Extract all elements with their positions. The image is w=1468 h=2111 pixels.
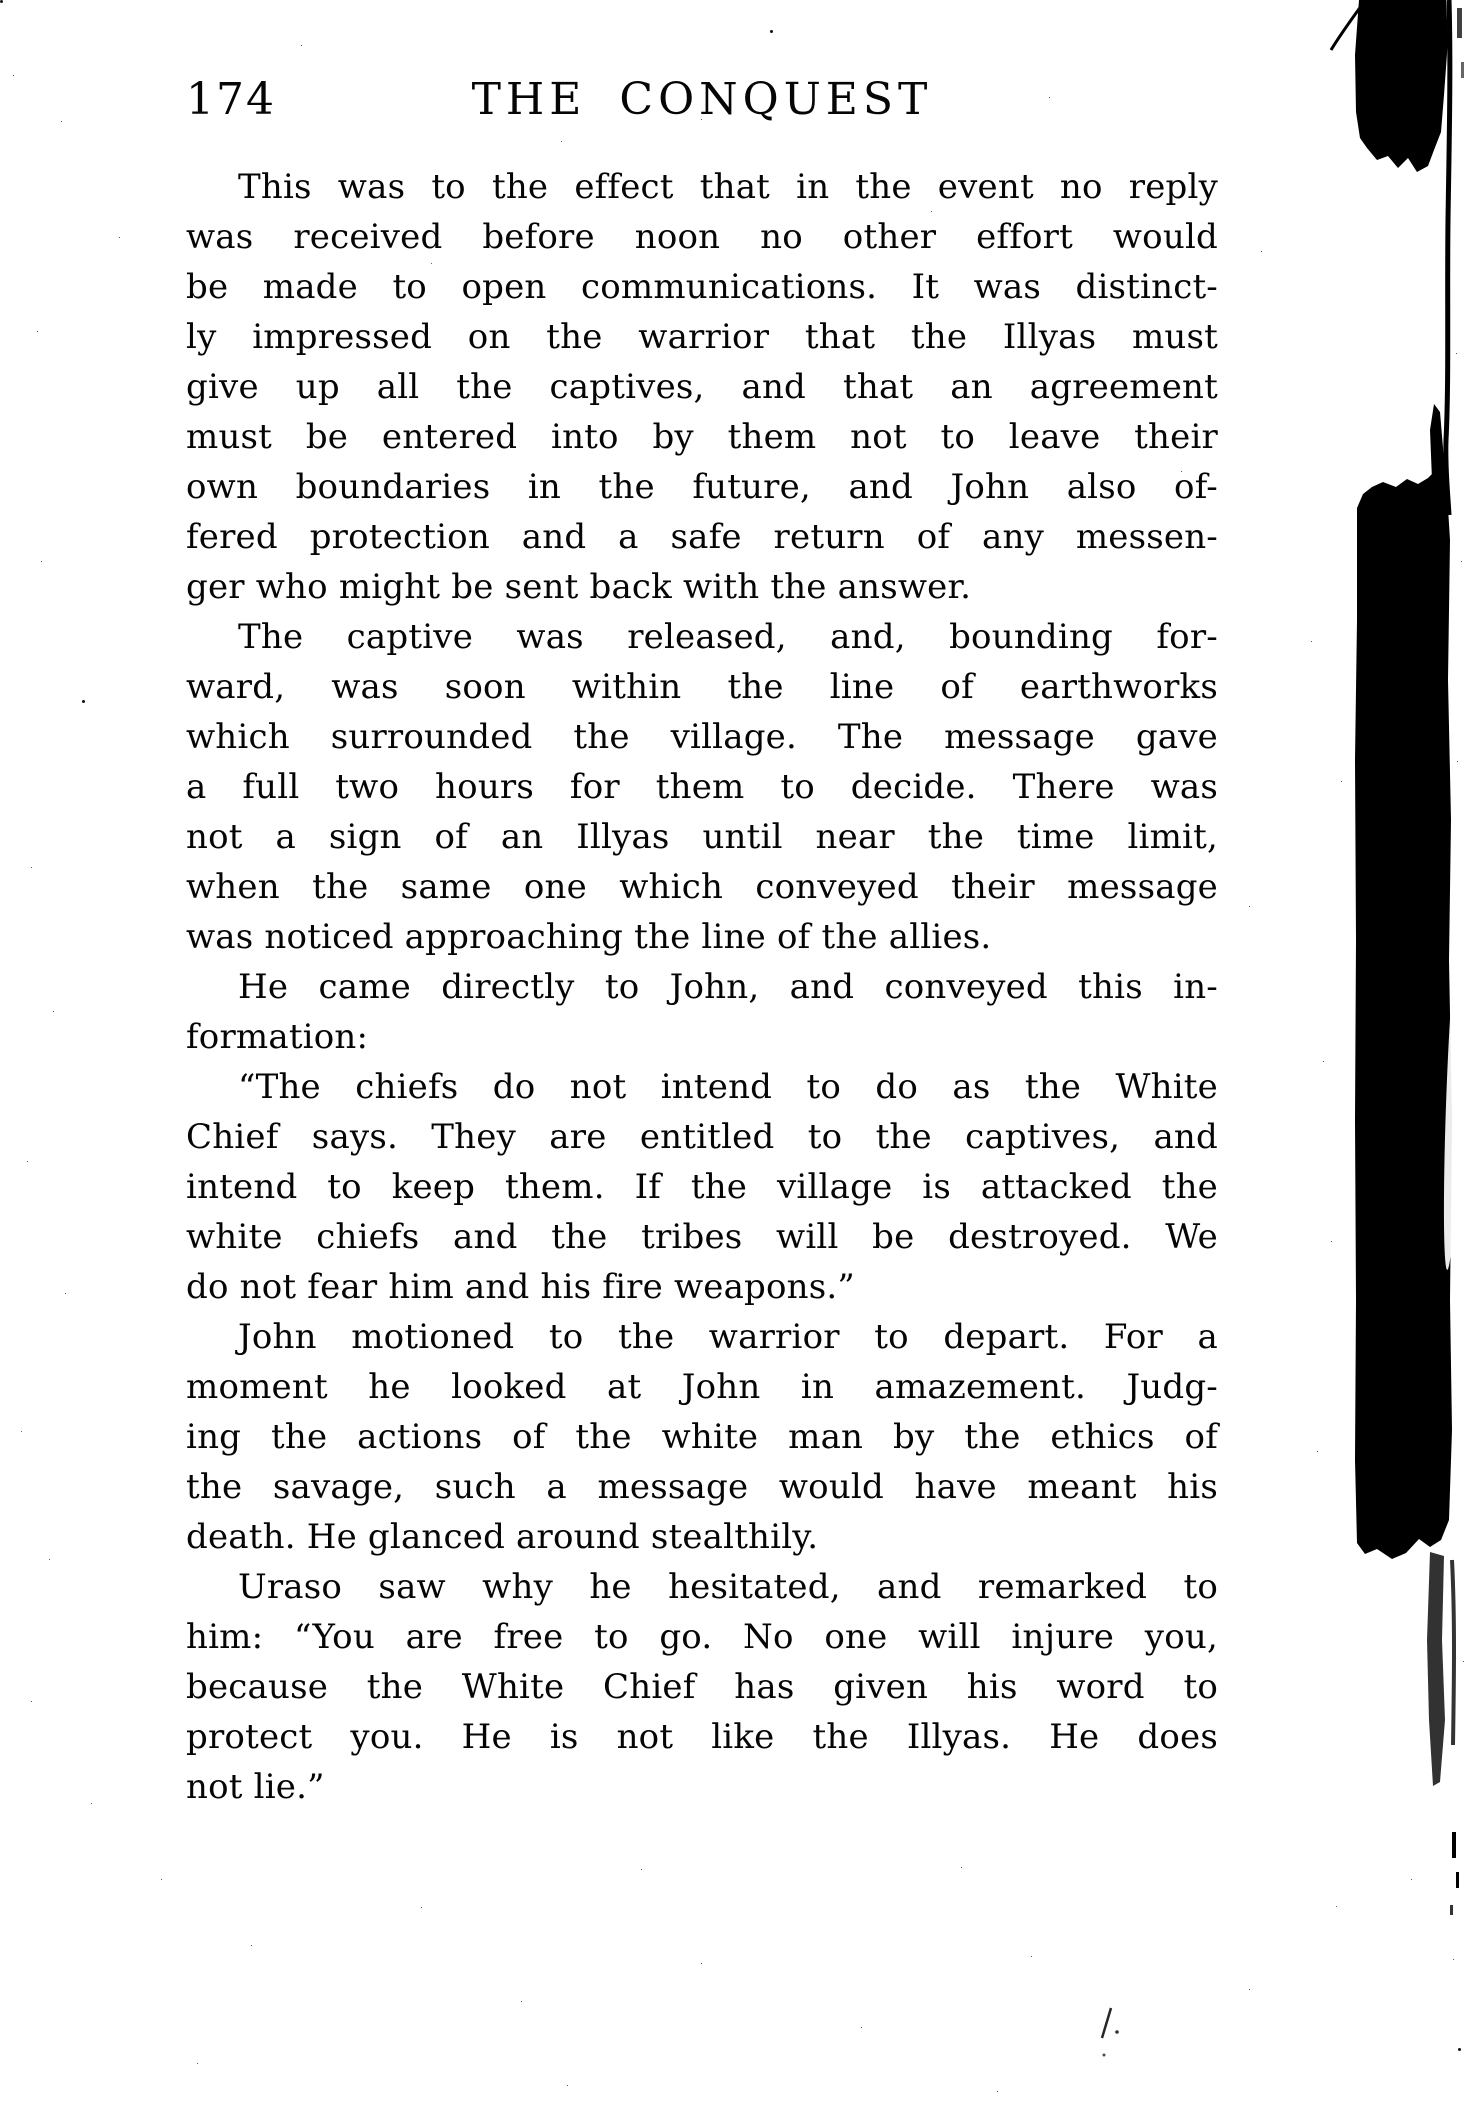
paragraph xyxy=(186,1562,1218,1812)
scan-mark xyxy=(1461,62,1464,78)
text-line: which surrounded the village. The message gave xyxy=(186,717,1218,757)
scan-blob-top xyxy=(1355,0,1448,172)
text-line: ger who might be sent back with the answer. xyxy=(186,567,972,607)
scan-dash xyxy=(1450,1905,1453,1915)
text-line: was received before noon no other effort would xyxy=(186,217,1218,257)
paragraph xyxy=(186,1062,1218,1312)
running-title: THE CONQUEST xyxy=(471,74,933,125)
text-line: Chief says. They are entitled to the captives, and xyxy=(186,1117,1218,1157)
paragraph xyxy=(186,162,1218,612)
text-line: Uraso saw why he hesitated, and remarked to xyxy=(238,1567,1218,1607)
page-header xyxy=(186,74,1218,126)
text-line: ward, was soon within the line of earthworks xyxy=(186,667,1218,707)
scan-artifact-right-edge xyxy=(1296,0,1468,2111)
scan-line-lower xyxy=(1452,1560,1454,1745)
scan-vertical-line xyxy=(1446,0,1450,515)
scan-mark xyxy=(1457,8,1462,38)
text-line: the savage, such a message would have meant his xyxy=(186,1467,1218,1507)
text-line: He came directly to John, and conveyed this in- xyxy=(238,967,1218,1007)
text-line: do not fear him and his fire weapons.” xyxy=(186,1267,856,1307)
text-line: moment he looked at John in amazement. Judg- xyxy=(186,1367,1218,1407)
page-number: 174 xyxy=(186,74,276,125)
scan-slash-mark xyxy=(1080,1990,1140,2070)
text-line: him: “You are free to go. No one will injure you, xyxy=(186,1617,1218,1657)
scan-dash xyxy=(1456,1872,1459,1888)
paragraph xyxy=(186,1312,1218,1562)
page-text xyxy=(186,162,1218,1812)
text-line: not a sign of an Illyas until near the time limit, xyxy=(186,817,1218,857)
text-line: own boundaries in the future, and John also of- xyxy=(186,467,1218,507)
text-line: was noticed approaching the line of the allies. xyxy=(186,917,992,957)
text-line: ly impressed on the warrior that the Illyas must xyxy=(186,317,1218,357)
text-line: give up all the captives, and that an agreement xyxy=(186,367,1218,407)
text-line: when the same one which conveyed their message xyxy=(186,867,1218,907)
text-line: because the White Chief has given his word to xyxy=(186,1667,1218,1707)
paragraph xyxy=(186,612,1218,962)
text-line: ing the actions of the white man by the ethics of xyxy=(186,1417,1218,1457)
scan-streak-lower xyxy=(1427,1552,1445,1786)
scan-speckle-noise xyxy=(0,0,2,2)
text-line: “The chiefs do not intend to do as the White xyxy=(238,1067,1218,1107)
text-line: This was to the effect that in the event no reply xyxy=(238,167,1218,207)
text-line: protect you. He is not like the Illyas. He does xyxy=(186,1717,1218,1757)
text-line: must be entered into by them not to leave their xyxy=(186,417,1218,457)
text-line: fered protection and a safe return of any messen- xyxy=(186,517,1218,557)
paragraph xyxy=(186,962,1218,1062)
text-line: formation: xyxy=(186,1017,369,1057)
text-line: be made to open communications. It was distinct- xyxy=(186,267,1218,307)
text-line: intend to keep them. If the village is attacked the xyxy=(186,1167,1218,1207)
scan-blob-lower xyxy=(1355,470,1452,1559)
text-line: not lie.” xyxy=(186,1767,325,1807)
text-line: death. He glanced around stealthily. xyxy=(186,1517,819,1557)
text-line: The captive was released, and, bounding for- xyxy=(238,617,1218,657)
text-line: John motioned to the warrior to depart. For a xyxy=(238,1317,1218,1357)
text-line: white chiefs and the tribes will be destroyed. We xyxy=(186,1217,1218,1257)
scan-dash xyxy=(1452,1832,1456,1858)
text-line: a full two hours for them to decide. There was xyxy=(186,767,1218,807)
